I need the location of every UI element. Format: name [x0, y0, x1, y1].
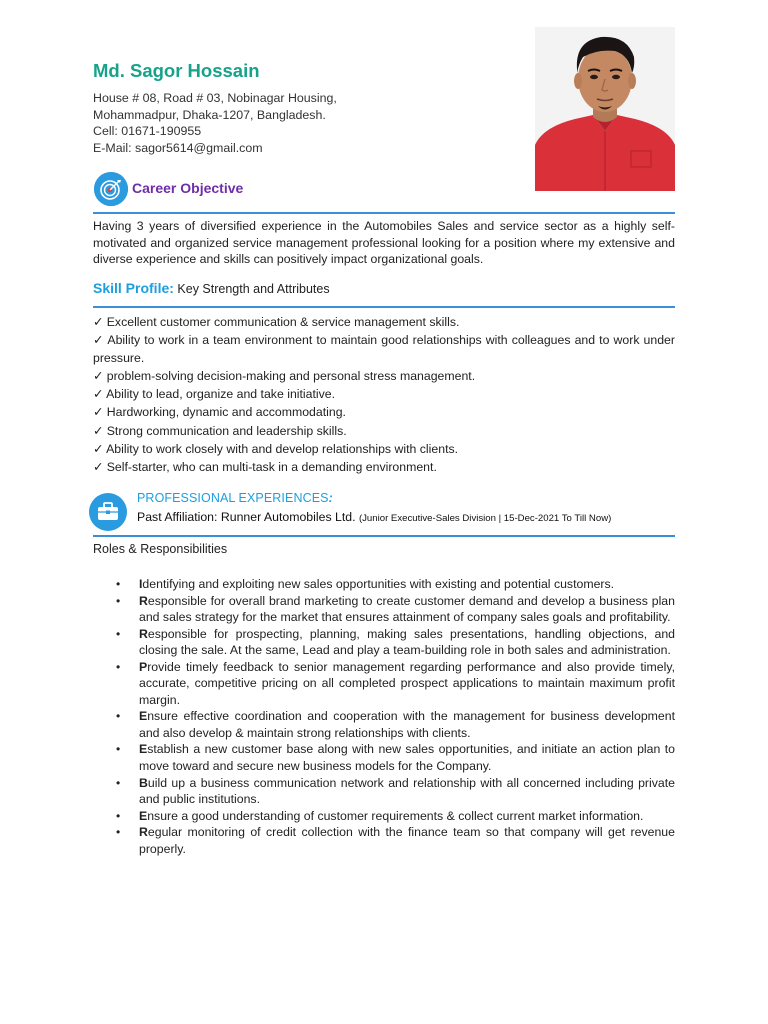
experience-heading — [137, 491, 333, 505]
check-icon: ✓ — [93, 441, 104, 456]
career-objective-heading: Career Objective — [132, 180, 244, 196]
candidate-name: Md. Sagor Hossain — [93, 60, 260, 81]
check-icon: ✓ — [93, 333, 104, 348]
skill-profile-subtitle: Key Strength and Attributes — [177, 282, 330, 296]
list-item: • Identifying and exploiting new sales opportunities with existing and potential customers. — [116, 577, 615, 591]
skills-list — [93, 313, 675, 476]
briefcase-icon-glyph — [89, 493, 127, 531]
skill-item: ✓ Ability to work in a team environment to maintain good relationships with colleagues and to work under pressure. — [93, 333, 675, 366]
contact-block — [93, 90, 337, 156]
skill-item: ✓ Ability to work closely with and develop relationships with clients. — [93, 441, 459, 456]
affiliation-company: Past Affiliation: Runner Automobiles Ltd. — [137, 510, 356, 524]
skill-profile-heading — [93, 280, 330, 296]
list-item: • Responsible for overall brand marketing to create customer demand and develop a business plan and sales strategy for the market that ensures attainment of company sales goals and profitability. — [116, 593, 675, 625]
skill-item: ✓ Strong communication and leadership skills. — [93, 423, 347, 438]
address-line-1: House # 08, Road # 03, Nobinagar Housing, — [93, 91, 337, 105]
affiliation-detail: (Junior Executive-Sales Division | 15-Dec-2021 To Till Now) — [358, 513, 612, 524]
responsibilities-list — [93, 576, 675, 858]
profile-photo-illustration — [535, 27, 675, 191]
section-divider — [93, 306, 675, 308]
bullet-icon: • — [116, 577, 121, 591]
target-icon — [94, 172, 128, 206]
section-divider — [93, 535, 675, 537]
check-icon: ✓ — [93, 387, 104, 402]
check-icon: ✓ — [93, 405, 104, 420]
bullet-icon: • — [116, 709, 121, 724]
target-icon-glyph — [94, 172, 128, 206]
experience-heading-colon: : — [328, 491, 333, 505]
cell-number: Cell: 01671-190955 — [93, 124, 202, 138]
bullet-icon: • — [116, 808, 121, 823]
check-icon: ✓ — [93, 459, 104, 474]
list-item: • Establish a new customer base along with new sales opportunities, and initiate an action plan to move toward and secure new business models for the Company. — [116, 742, 675, 773]
list-item: • Ensure a good understanding of customer requirements & collect current market information. — [116, 808, 644, 823]
bullet-icon: • — [116, 626, 121, 641]
skill-profile-label: Skill Profile: — [93, 280, 174, 296]
profile-photo — [535, 27, 675, 191]
email-address: E-Mail: sagor5614@gmail.com — [93, 140, 263, 155]
check-icon: ✓ — [93, 423, 104, 438]
affiliation-line — [137, 510, 611, 524]
bullet-icon: • — [116, 659, 121, 674]
briefcase-icon — [89, 493, 127, 531]
list-item: • Responsible for prospecting, planning, making sales presentations, handling objections, and closing the sale. At the same, Lead and play a team-building role in both sales and administration. — [116, 626, 675, 658]
list-item: • Ensure effective coordination and cooperation with the management for business development and also develop & maintain strong relationships with clients. — [116, 709, 675, 740]
career-objective-text: Having 3 years of diversified experience in the Automobiles Sales and service sector as a highly self-motivated and organized service management professional looking for a position where my extensive and diverse experience and skills can positively impact organizational goals. — [93, 219, 675, 266]
roles-heading: Roles & Responsibilities — [93, 542, 228, 556]
skill-item: ✓ Hardworking, dynamic and accommodating. — [93, 405, 346, 420]
bullet-icon: • — [116, 742, 121, 757]
skill-item: ✓ Self-starter, who can multi-task in a demanding environment. — [93, 459, 437, 474]
check-icon: ✓ — [93, 315, 104, 329]
section-divider — [93, 212, 675, 214]
skill-item: ✓ problem-solving decision-making and personal stress management. — [93, 369, 476, 384]
address-line-2: Mohammadpur, Dhaka-1207, Bangladesh. — [93, 107, 326, 122]
list-item: • Build up a business communication network and relationship with all concerned including private and public institutions. — [116, 775, 675, 806]
bullet-icon: • — [116, 593, 121, 608]
skill-item: ✓ Excellent customer communication & service management skills. — [93, 315, 460, 329]
experience-heading-text: PROFESSIONAL EXPERIENCES — [137, 491, 329, 505]
skill-item: ✓ Ability to lead, organize and take initiative. — [93, 387, 336, 402]
check-icon: ✓ — [93, 369, 104, 384]
list-item: • Provide timely feedback to senior management regarding performance and also provide timely, accurate, competitive pricing on all completed prospect applications to maintain maximum profit margin. — [116, 659, 675, 707]
bullet-icon: • — [116, 825, 121, 840]
list-item: • Regular monitoring of credit collection with the finance team so that company will get revenue properly. — [116, 825, 675, 856]
bullet-icon: • — [116, 775, 121, 790]
